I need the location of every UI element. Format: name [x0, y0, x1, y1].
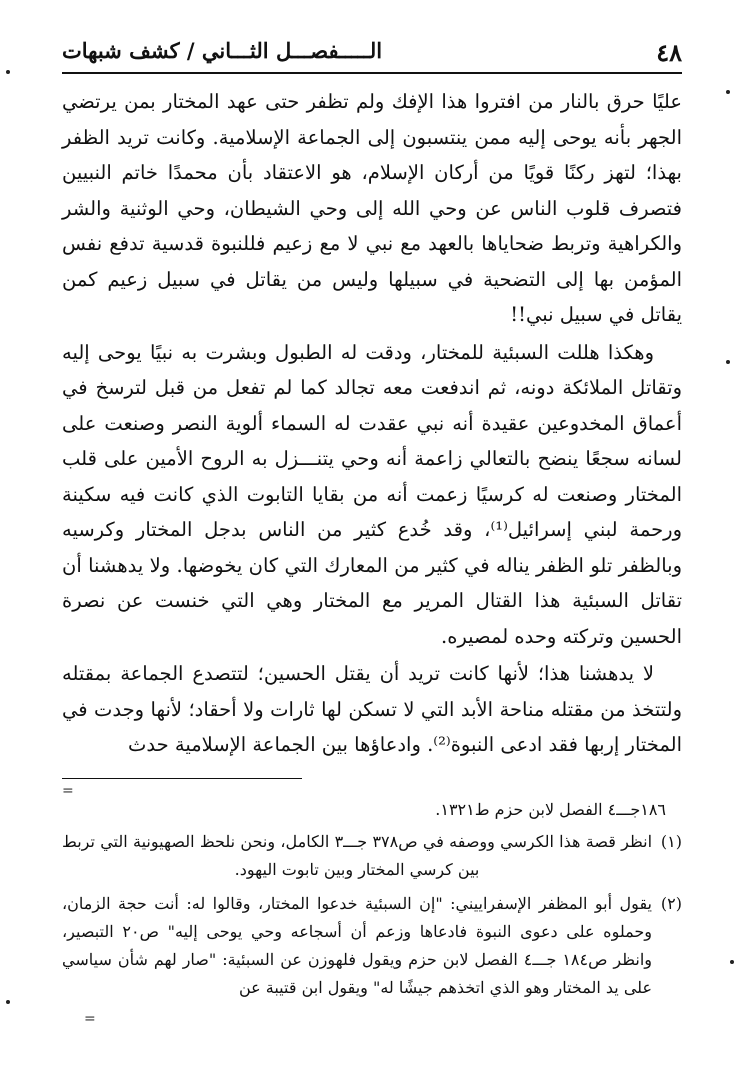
scan-speck	[6, 70, 10, 74]
paragraph-1: عليًا حرق بالنار من افتروا هذا الإفك ولم تظفر حتى عهد المختار بمن يرتضي الجهر بأنه يوحى إليه ممن ينتسبون إلى الجماعة الإسلامية. وكانت تريد الظفر بهذا؛ لتهز ركنًا قويًا من أركان الإسلام، هو الاعتقاد بأن محمدًا خاتم النبيين فتصرف قلوب الناس عن وحي الله إلى وحي الشيطان، وحي الوثنية والشر والكراهية وتربط ضحاياها بالعهد مع نبي لا مع زعيم فللنبوة قدسية تدفع نفس المؤمن بها إلى التضحية في سبيلها وليس من يقاتل في سبيل زعيم كمن يقاتل في سبيل نبي!!	[62, 90, 682, 326]
header-rule	[62, 72, 682, 74]
main-text	[62, 84, 682, 763]
scan-speck	[730, 960, 734, 964]
footnote-rule	[62, 778, 302, 779]
footnote-rule-mark: =	[62, 783, 74, 799]
chapter-title: الـــــفصـــل الثـــاني / كشف شبهات	[62, 38, 383, 63]
footnotes	[62, 796, 682, 1008]
footnote-reference-line: ١٨٦جـــ٤ الفصل لابن حزم ط١٣٢١.	[435, 800, 666, 819]
page-number: ٤٨	[656, 38, 682, 67]
footnote-number: (١)	[660, 832, 682, 851]
scan-speck	[726, 90, 730, 94]
footnote-text: يقول أبو المظفر الإسفراييني: "إن السبئية خدعوا المختار، وقالوا له: أنت حجة الزمان، وحملوه على دعوى النبوة فادعاها وزعم أن أسجاعه وحي يوحى إليه" ص٢٠ التبصير، وانظر ص١٨٤ جـــ٤ الفصل لابن حزم ويقول فلهوزن عن السبئية: "صار لهم شأن سياسي على يد المختار وهو الذي اتخذهم جيشًا له" ويقول ابن قتيبة عن	[62, 894, 653, 997]
footnote-text: انظر قصة هذا الكرسي ووصفه في ص٣٧٨ جـــ٣ الكامل، ونحن نلحظ الصهيونية التي تربط بين كرسي المختار وبين تابوت اليهود.	[62, 832, 653, 879]
footnote-1	[62, 828, 682, 884]
paragraph-2: وهكذا هللت السبئية للمختار، ودقت له الطبول وبشرت به نبيًا يوحى إليه وتقاتل الملائكة دونه، ثم اندفعت معه تجالد كما لم تفعل من قبل لترسخ في أعماق المخدوعين عقيدة أنه نبي عقدت له السماء ألوية النصر وصنعت على لسانه سجعًا ينضح بالتعالي زاعمة أنه وحي يتنـــزل به الروح الأمين على قلب المختار وصنعت له كرسيًا زعمت أنه من بقايا التابوت الذي كانت فيه سكينة ورحمة لبني إسرائيل⁽¹⁾، وقد خُدع كثير من الناس بدجل المختار وكرسيه وبالظفر تلو الظفر يناله في كثير من المعارك التي كان يخوضها. ولا يدهشنا أن تقاتل السبئية هذا القتال المرير مع المختار وهي التي خنست عن نصرة الحسين وتركته وحده لمصيره.	[62, 340, 682, 648]
scan-speck	[6, 1000, 10, 1004]
running-header	[62, 34, 682, 80]
scan-speck	[726, 360, 730, 364]
footnote-number: (٢)	[660, 894, 682, 913]
page-end-mark: =	[84, 1011, 96, 1027]
footnote-2	[62, 890, 682, 1002]
paragraph-3: لا يدهشنا هذا؛ لأنها كانت تريد أن يقتل الحسين؛ لتتصدع الجماعة بمقتله ولتتخذ من مقتله مناحة الأبد التي لا تسكن لها ثارات ولا أحقاد؛ لأنها وجدت في المختار إربها فقد ادعى النبوة⁽²⁾. وادعاؤها بين الجماعة الإسلامية حدث	[62, 662, 682, 756]
